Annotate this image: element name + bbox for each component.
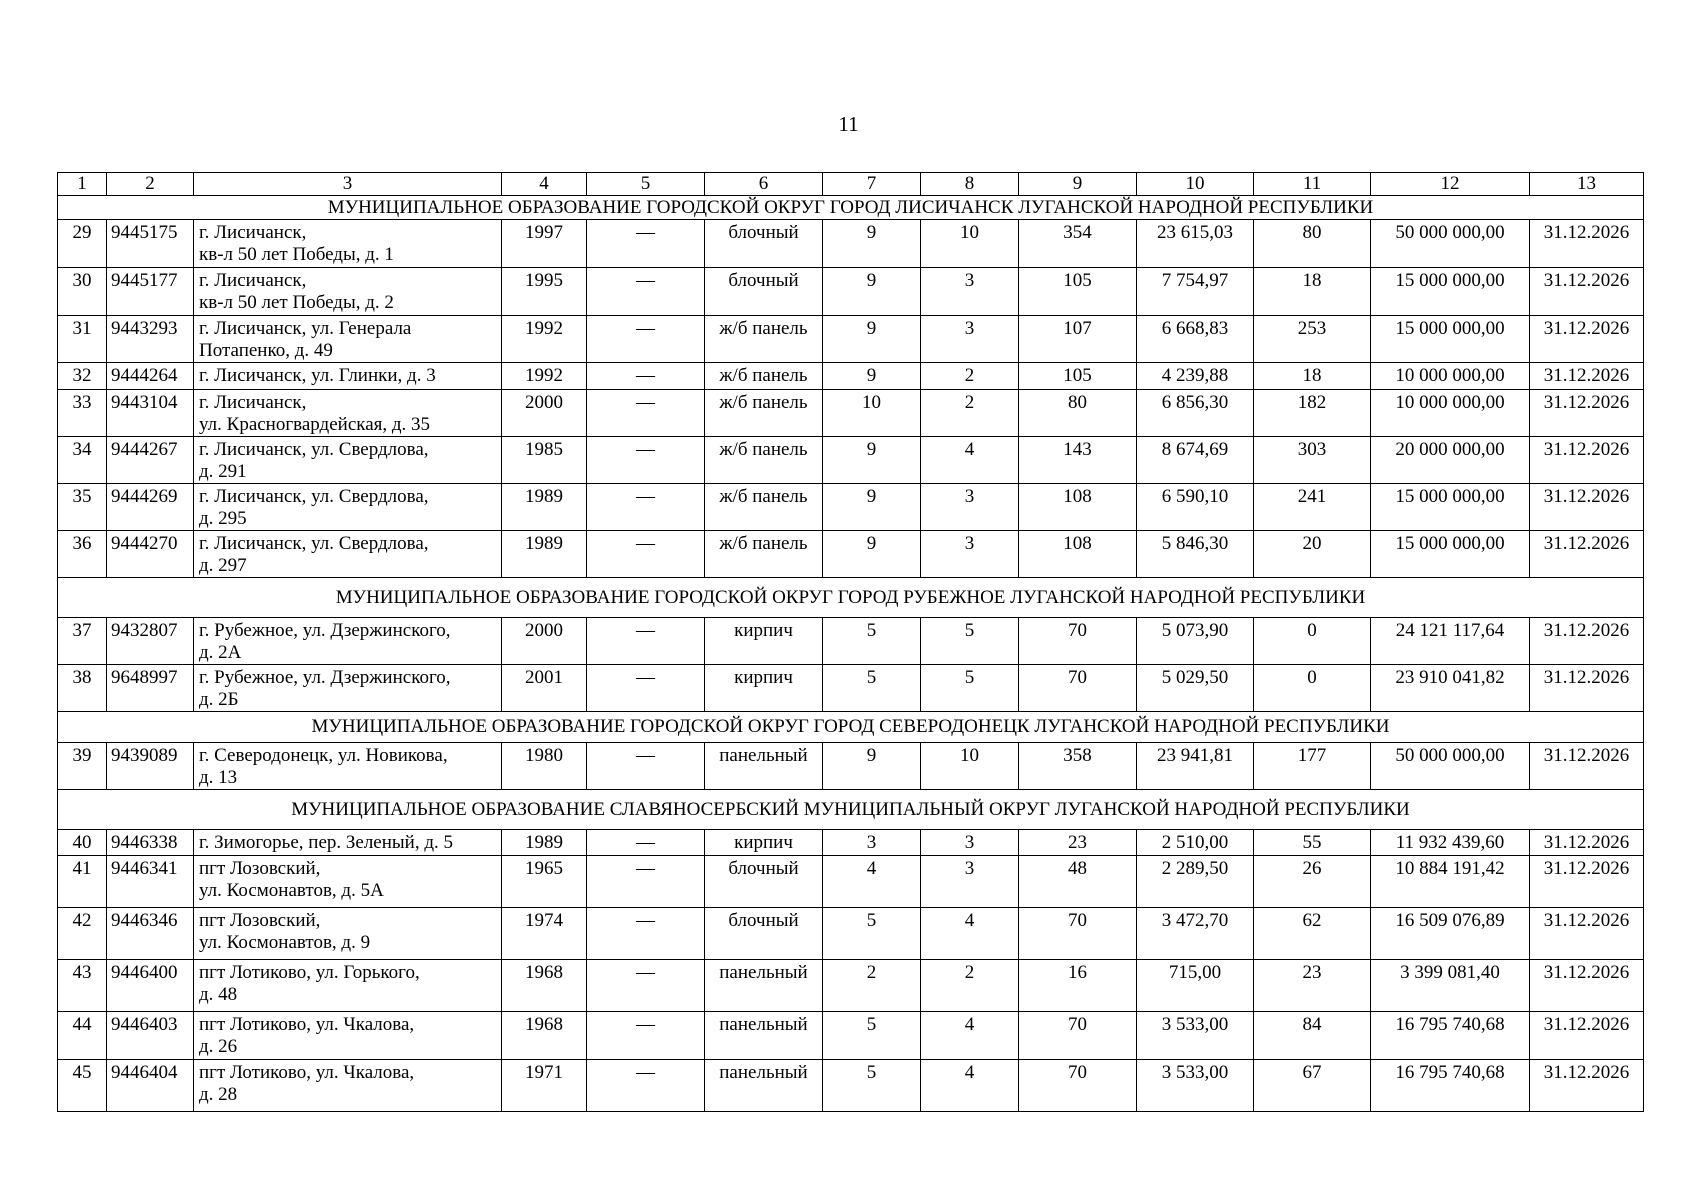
year-built: 1995	[502, 268, 587, 316]
deadline-date: 31.12.2026	[1530, 363, 1644, 390]
entrances: 2	[921, 960, 1019, 1012]
entrances: 4	[921, 1060, 1019, 1112]
cost: 24 121 117,64	[1371, 618, 1530, 665]
entrances: 5	[921, 618, 1019, 665]
apartments: 80	[1019, 390, 1137, 437]
address	[194, 908, 502, 960]
address-line: пгт Лотиково, ул. Горького,	[199, 962, 420, 983]
deadline-date: 31.12.2026	[1530, 1012, 1644, 1060]
apartments: 23	[1019, 830, 1137, 856]
column-number: 13	[1530, 173, 1644, 196]
column-number: 1	[58, 173, 107, 196]
year-built: 2000	[502, 618, 587, 665]
deadline-date: 31.12.2026	[1530, 856, 1644, 908]
address	[194, 830, 502, 856]
residents: 177	[1254, 743, 1371, 790]
building-code: 9444264	[107, 363, 194, 390]
column-5-value: —	[587, 960, 705, 1012]
address	[194, 437, 502, 484]
residents: 67	[1254, 1060, 1371, 1112]
entrances: 3	[921, 856, 1019, 908]
building-code: 9444270	[107, 531, 194, 578]
column-5-value: —	[587, 437, 705, 484]
entrances: 2	[921, 390, 1019, 437]
area: 3 533,00	[1137, 1012, 1254, 1060]
entrances: 10	[921, 743, 1019, 790]
column-5-value: —	[587, 268, 705, 316]
floors: 9	[823, 437, 921, 484]
cost: 10 884 191,42	[1371, 856, 1530, 908]
floors: 9	[823, 268, 921, 316]
residents: 303	[1254, 437, 1371, 484]
address-line: г. Рубежное, ул. Дзержинского,	[199, 620, 451, 641]
cost: 20 000 000,00	[1371, 437, 1530, 484]
table-row	[58, 960, 1644, 1012]
wall-material: ж/б панель	[705, 437, 823, 484]
building-code: 9446403	[107, 1012, 194, 1060]
row-number: 41	[58, 856, 107, 908]
table-row	[58, 1060, 1644, 1112]
wall-material: ж/б панель	[705, 316, 823, 363]
residents: 0	[1254, 618, 1371, 665]
entrances: 4	[921, 1012, 1019, 1060]
row-number: 30	[58, 268, 107, 316]
building-code: 9648997	[107, 665, 194, 712]
area: 23 941,81	[1137, 743, 1254, 790]
entrances: 3	[921, 316, 1019, 363]
wall-material: ж/б панель	[705, 390, 823, 437]
column-number: 3	[194, 173, 502, 196]
year-built: 1989	[502, 484, 587, 531]
area: 3 533,00	[1137, 1060, 1254, 1112]
section-title: МУНИЦИПАЛЬНОЕ ОБРАЗОВАНИЕ ГОРОДСКОЙ ОКРУГ ГОРОД РУБЕЖНОЕ ЛУГАНСКОЙ НАРОДНОЙ РЕСПУБЛИКИ	[58, 578, 1644, 618]
deadline-date: 31.12.2026	[1530, 830, 1644, 856]
area: 4 239,88	[1137, 363, 1254, 390]
building-code: 9443104	[107, 390, 194, 437]
row-number: 33	[58, 390, 107, 437]
apartments: 70	[1019, 908, 1137, 960]
area: 5 073,90	[1137, 618, 1254, 665]
area: 2 289,50	[1137, 856, 1254, 908]
cost: 15 000 000,00	[1371, 531, 1530, 578]
address-line: пгт Лозовский,	[199, 858, 321, 879]
residents: 253	[1254, 316, 1371, 363]
address-line: д. 13	[199, 767, 238, 788]
address-line: пгт Лотиково, ул. Чкалова,	[199, 1062, 415, 1083]
deadline-date: 31.12.2026	[1530, 908, 1644, 960]
year-built: 1971	[502, 1060, 587, 1112]
row-number: 31	[58, 316, 107, 363]
address	[194, 665, 502, 712]
row-number: 38	[58, 665, 107, 712]
address	[194, 268, 502, 316]
apartments: 16	[1019, 960, 1137, 1012]
section-title: МУНИЦИПАЛЬНОЕ ОБРАЗОВАНИЕ СЛАВЯНОСЕРБСКИЙ МУНИЦИПАЛЬНЫЙ ОКРУГ ЛУГАНСКОЙ НАРОДНОЙ РЕСПУБЛИКИ	[58, 790, 1644, 830]
column-5-value: —	[587, 908, 705, 960]
address	[194, 531, 502, 578]
floors: 5	[823, 665, 921, 712]
address-line: г. Лисичанск, ул. Свердлова,	[199, 439, 429, 460]
year-built: 1992	[502, 316, 587, 363]
row-number: 42	[58, 908, 107, 960]
apartments: 107	[1019, 316, 1137, 363]
cost: 50 000 000,00	[1371, 743, 1530, 790]
address	[194, 618, 502, 665]
building-code: 9444269	[107, 484, 194, 531]
address-line: ул. Красногвардейская, д. 35	[199, 414, 431, 435]
apartments: 70	[1019, 1012, 1137, 1060]
deadline-date: 31.12.2026	[1530, 618, 1644, 665]
row-number: 37	[58, 618, 107, 665]
residents: 62	[1254, 908, 1371, 960]
building-code: 9446341	[107, 856, 194, 908]
floors: 3	[823, 830, 921, 856]
column-5-value: —	[587, 856, 705, 908]
row-number: 40	[58, 830, 107, 856]
entrances: 4	[921, 908, 1019, 960]
cost: 16 795 740,68	[1371, 1060, 1530, 1112]
wall-material: блочный	[705, 220, 823, 268]
building-code: 9445177	[107, 268, 194, 316]
row-number: 39	[58, 743, 107, 790]
residents: 18	[1254, 363, 1371, 390]
address	[194, 363, 502, 390]
cost: 3 399 081,40	[1371, 960, 1530, 1012]
column-5-value: —	[587, 531, 705, 578]
address-line: г. Северодонецк, ул. Новикова,	[199, 745, 448, 766]
address-line: г. Лисичанск, ул. Свердлова,	[199, 533, 429, 554]
section-header-row	[58, 196, 1644, 220]
section-header-row	[58, 578, 1644, 618]
building-code: 9443293	[107, 316, 194, 363]
address-line: г. Лисичанск, ул. Глинки, д. 3	[199, 365, 436, 386]
deadline-date: 31.12.2026	[1530, 960, 1644, 1012]
floors: 5	[823, 1060, 921, 1112]
section-header-row	[58, 790, 1644, 830]
entrances: 10	[921, 220, 1019, 268]
address	[194, 856, 502, 908]
area: 3 472,70	[1137, 908, 1254, 960]
cost: 10 000 000,00	[1371, 390, 1530, 437]
address-line: ул. Космонавтов, д. 9	[199, 932, 371, 953]
wall-material: ж/б панель	[705, 531, 823, 578]
wall-material: блочный	[705, 268, 823, 316]
table-row	[58, 390, 1644, 437]
table-row	[58, 437, 1644, 484]
entrances: 3	[921, 484, 1019, 531]
deadline-date: 31.12.2026	[1530, 220, 1644, 268]
year-built: 2001	[502, 665, 587, 712]
apartments: 143	[1019, 437, 1137, 484]
address-line: г. Зимогорье, пер. Зеленый, д. 5	[199, 832, 454, 853]
residents: 84	[1254, 1012, 1371, 1060]
floors: 2	[823, 960, 921, 1012]
entrances: 3	[921, 531, 1019, 578]
floors: 5	[823, 618, 921, 665]
entrances: 3	[921, 268, 1019, 316]
address-line: г. Лисичанск,	[199, 392, 307, 413]
entrances: 5	[921, 665, 1019, 712]
column-5-value: —	[587, 665, 705, 712]
table-row	[58, 665, 1644, 712]
column-5-value: —	[587, 390, 705, 437]
cost: 50 000 000,00	[1371, 220, 1530, 268]
column-5-value: —	[587, 743, 705, 790]
floors: 9	[823, 316, 921, 363]
deadline-date: 31.12.2026	[1530, 743, 1644, 790]
address-line: д. 297	[199, 555, 247, 576]
residents: 20	[1254, 531, 1371, 578]
address-line: г. Лисичанск, ул. Генерала	[199, 318, 412, 339]
table-row	[58, 363, 1644, 390]
floors: 5	[823, 908, 921, 960]
address-line: д. 28	[199, 1084, 238, 1105]
floors: 9	[823, 743, 921, 790]
deadline-date: 31.12.2026	[1530, 437, 1644, 484]
deadline-date: 31.12.2026	[1530, 390, 1644, 437]
year-built: 1980	[502, 743, 587, 790]
address	[194, 1060, 502, 1112]
building-code: 9446404	[107, 1060, 194, 1112]
address	[194, 220, 502, 268]
cost: 10 000 000,00	[1371, 363, 1530, 390]
section-title: МУНИЦИПАЛЬНОЕ ОБРАЗОВАНИЕ ГОРОДСКОЙ ОКРУГ ГОРОД СЕВЕРОДОНЕЦК ЛУГАНСКОЙ НАРОДНОЙ РЕСПУБЛИКИ	[58, 712, 1644, 743]
wall-material: панельный	[705, 1060, 823, 1112]
building-code: 9446338	[107, 830, 194, 856]
column-5-value: —	[587, 618, 705, 665]
deadline-date: 31.12.2026	[1530, 1060, 1644, 1112]
address-line: Потапенко, д. 49	[199, 340, 333, 361]
address	[194, 743, 502, 790]
address-line: кв-л 50 лет Победы, д. 2	[199, 292, 394, 313]
building-code: 9446400	[107, 960, 194, 1012]
area: 715,00	[1137, 960, 1254, 1012]
deadline-date: 31.12.2026	[1530, 665, 1644, 712]
year-built: 1989	[502, 830, 587, 856]
address-line: ул. Космонавтов, д. 5А	[199, 880, 384, 901]
column-5-value: —	[587, 1012, 705, 1060]
table-row	[58, 531, 1644, 578]
apartments: 70	[1019, 665, 1137, 712]
entrances: 4	[921, 437, 1019, 484]
column-number: 9	[1019, 173, 1137, 196]
residents: 182	[1254, 390, 1371, 437]
residents: 23	[1254, 960, 1371, 1012]
deadline-date: 31.12.2026	[1530, 268, 1644, 316]
table-row	[58, 856, 1644, 908]
table-row	[58, 830, 1644, 856]
wall-material: ж/б панель	[705, 363, 823, 390]
cost: 16 509 076,89	[1371, 908, 1530, 960]
area: 2 510,00	[1137, 830, 1254, 856]
entrances: 3	[921, 830, 1019, 856]
row-number: 29	[58, 220, 107, 268]
deadline-date: 31.12.2026	[1530, 316, 1644, 363]
floors: 9	[823, 363, 921, 390]
cost: 15 000 000,00	[1371, 268, 1530, 316]
column-number: 5	[587, 173, 705, 196]
deadline-date: 31.12.2026	[1530, 531, 1644, 578]
area: 8 674,69	[1137, 437, 1254, 484]
address	[194, 484, 502, 531]
floors: 9	[823, 484, 921, 531]
building-code: 9446346	[107, 908, 194, 960]
cost: 15 000 000,00	[1371, 316, 1530, 363]
address-line: г. Лисичанск,	[199, 270, 307, 291]
address-line: г. Рубежное, ул. Дзержинского,	[199, 667, 451, 688]
year-built: 1968	[502, 960, 587, 1012]
entrances: 2	[921, 363, 1019, 390]
apartments: 358	[1019, 743, 1137, 790]
apartments: 354	[1019, 220, 1137, 268]
row-number: 36	[58, 531, 107, 578]
area: 23 615,03	[1137, 220, 1254, 268]
address-line: г. Лисичанск, ул. Свердлова,	[199, 486, 429, 507]
column-number: 4	[502, 173, 587, 196]
housing-table	[57, 172, 1644, 1112]
building-code: 9444267	[107, 437, 194, 484]
wall-material: панельный	[705, 960, 823, 1012]
column-5-value: —	[587, 220, 705, 268]
year-built: 1997	[502, 220, 587, 268]
column-5-value: —	[587, 484, 705, 531]
column-number: 12	[1371, 173, 1530, 196]
wall-material: кирпич	[705, 665, 823, 712]
column-number: 11	[1254, 173, 1371, 196]
wall-material: панельный	[705, 1012, 823, 1060]
table-row	[58, 743, 1644, 790]
address-line: пгт Лозовский,	[199, 910, 321, 931]
wall-material: кирпич	[705, 618, 823, 665]
page-number: 11	[838, 112, 859, 136]
row-number: 34	[58, 437, 107, 484]
cost: 15 000 000,00	[1371, 484, 1530, 531]
table-row	[58, 1012, 1644, 1060]
row-number: 45	[58, 1060, 107, 1112]
floors: 10	[823, 390, 921, 437]
apartments: 70	[1019, 618, 1137, 665]
floors: 9	[823, 531, 921, 578]
floors: 4	[823, 856, 921, 908]
deadline-date: 31.12.2026	[1530, 484, 1644, 531]
address-line: д. 26	[199, 1036, 238, 1057]
wall-material: блочный	[705, 856, 823, 908]
address	[194, 390, 502, 437]
address-line: д. 2А	[199, 642, 242, 663]
area: 7 754,97	[1137, 268, 1254, 316]
wall-material: кирпич	[705, 830, 823, 856]
table-row	[58, 908, 1644, 960]
table-row	[58, 618, 1644, 665]
year-built: 1992	[502, 363, 587, 390]
area: 6 668,83	[1137, 316, 1254, 363]
cost: 11 932 439,60	[1371, 830, 1530, 856]
column-number: 2	[107, 173, 194, 196]
residents: 80	[1254, 220, 1371, 268]
area: 5 846,30	[1137, 531, 1254, 578]
column-5-value: —	[587, 830, 705, 856]
address	[194, 1012, 502, 1060]
row-number: 44	[58, 1012, 107, 1060]
year-built: 1985	[502, 437, 587, 484]
cost: 16 795 740,68	[1371, 1012, 1530, 1060]
year-built: 1974	[502, 908, 587, 960]
column-number: 7	[823, 173, 921, 196]
cost: 23 910 041,82	[1371, 665, 1530, 712]
residents: 18	[1254, 268, 1371, 316]
section-header-row	[58, 712, 1644, 743]
apartments: 105	[1019, 268, 1137, 316]
column-5-value: —	[587, 363, 705, 390]
column-number: 8	[921, 173, 1019, 196]
apartments: 108	[1019, 531, 1137, 578]
address-line: пгт Лотиково, ул. Чкалова,	[199, 1014, 415, 1035]
row-number: 32	[58, 363, 107, 390]
building-code: 9432807	[107, 618, 194, 665]
building-code: 9445175	[107, 220, 194, 268]
apartments: 105	[1019, 363, 1137, 390]
residents: 241	[1254, 484, 1371, 531]
year-built: 1965	[502, 856, 587, 908]
column-5-value: —	[587, 316, 705, 363]
wall-material: блочный	[705, 908, 823, 960]
residents: 26	[1254, 856, 1371, 908]
address-line: г. Лисичанск,	[199, 222, 307, 243]
table-row	[58, 220, 1644, 268]
table-row	[58, 316, 1644, 363]
table-row	[58, 268, 1644, 316]
wall-material: ж/б панель	[705, 484, 823, 531]
year-built: 1989	[502, 531, 587, 578]
row-number: 43	[58, 960, 107, 1012]
address-line: д. 48	[199, 984, 238, 1005]
section-title: МУНИЦИПАЛЬНОЕ ОБРАЗОВАНИЕ ГОРОДСКОЙ ОКРУГ ГОРОД ЛИСИЧАНСК ЛУГАНСКОЙ НАРОДНОЙ РЕСПУБЛИКИ	[58, 196, 1644, 220]
year-built: 2000	[502, 390, 587, 437]
apartments: 108	[1019, 484, 1137, 531]
year-built: 1968	[502, 1012, 587, 1060]
residents: 0	[1254, 665, 1371, 712]
building-code: 9439089	[107, 743, 194, 790]
address-line: д. 2Б	[199, 689, 239, 710]
area: 6 590,10	[1137, 484, 1254, 531]
column-number-row	[58, 173, 1644, 196]
area: 6 856,30	[1137, 390, 1254, 437]
column-number: 6	[705, 173, 823, 196]
address-line: кв-л 50 лет Победы, д. 1	[199, 244, 394, 265]
address	[194, 960, 502, 1012]
area: 5 029,50	[1137, 665, 1254, 712]
column-number: 10	[1137, 173, 1254, 196]
table-row	[58, 484, 1644, 531]
row-number: 35	[58, 484, 107, 531]
residents: 55	[1254, 830, 1371, 856]
address-line: д. 291	[199, 461, 247, 482]
floors: 5	[823, 1012, 921, 1060]
address-line: д. 295	[199, 508, 247, 529]
apartments: 48	[1019, 856, 1137, 908]
column-5-value: —	[587, 1060, 705, 1112]
apartments: 70	[1019, 1060, 1137, 1112]
address	[194, 316, 502, 363]
floors: 9	[823, 220, 921, 268]
wall-material: панельный	[705, 743, 823, 790]
